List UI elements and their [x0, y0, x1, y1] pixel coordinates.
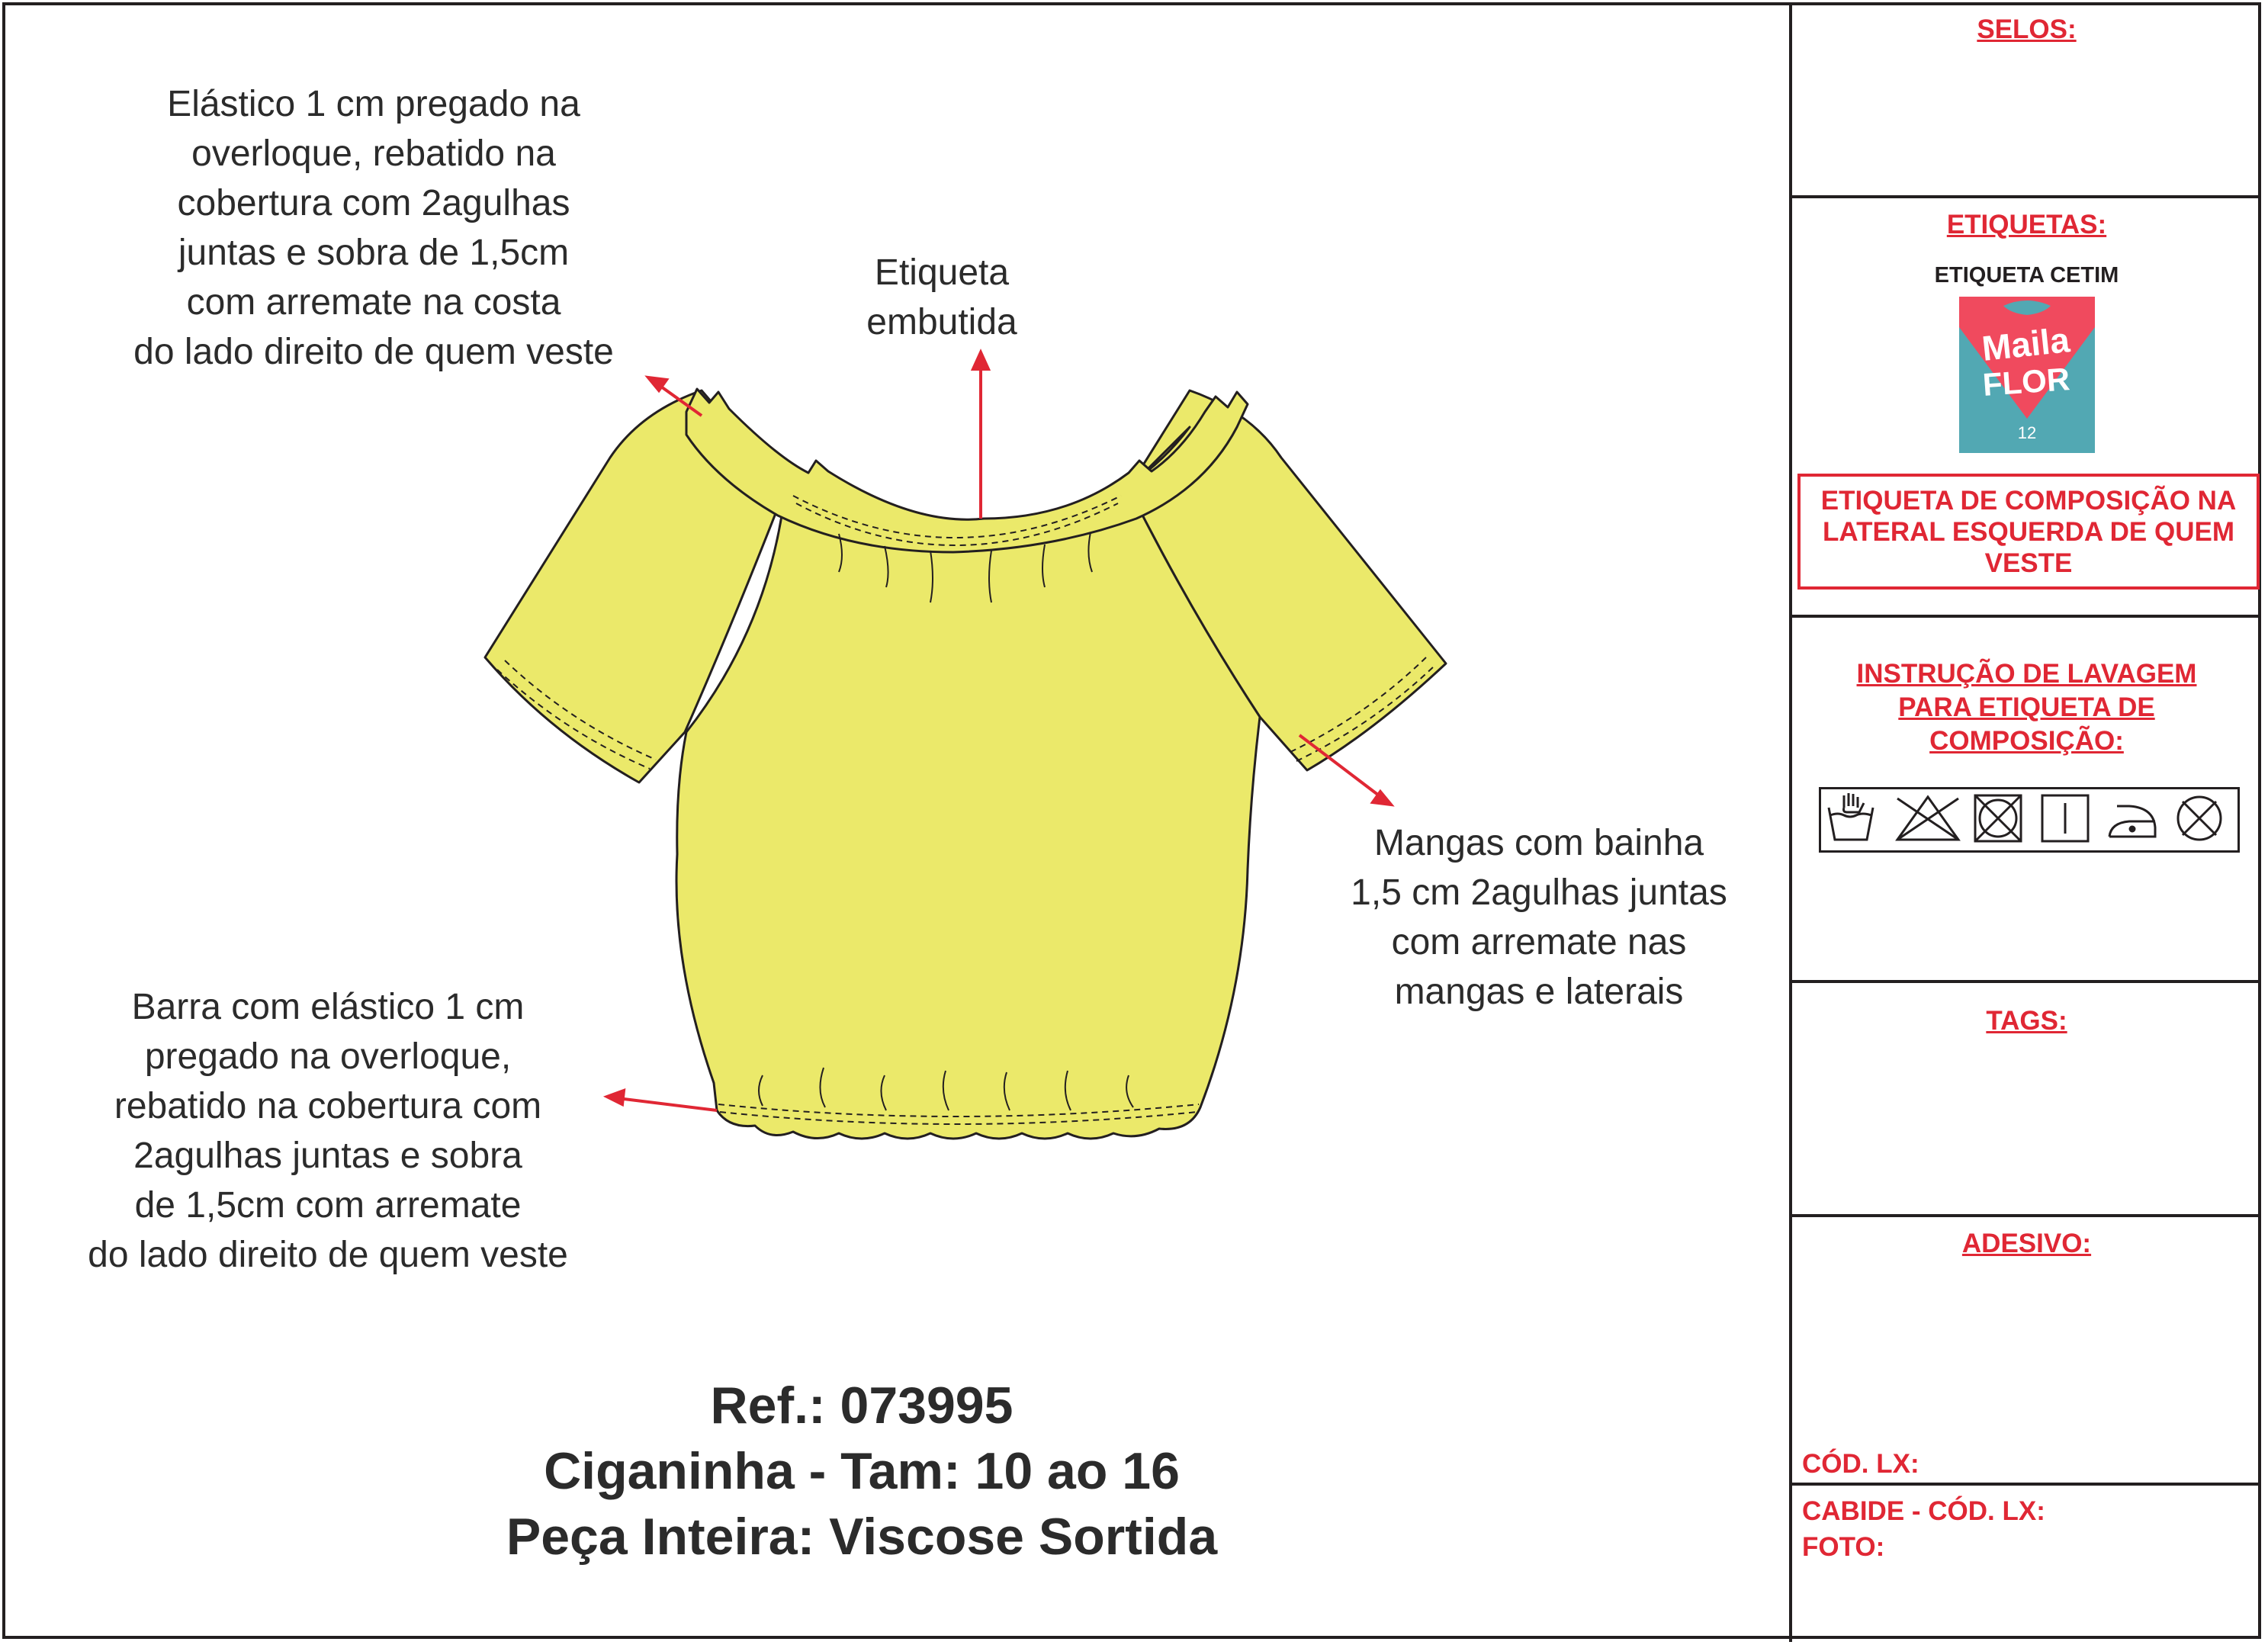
- brand-logo-word2: FLOR: [1981, 361, 2071, 403]
- hand-wash-icon: [1829, 793, 1873, 840]
- wash-symbols: [1821, 789, 2237, 850]
- iron-low-icon: [2109, 806, 2155, 837]
- sleeve-hem-note: Mangas com bainha 1,5 cm 2agulhas juntas com arremate nas mangas e laterais: [1351, 823, 1727, 1012]
- sticker-title: ADESIVO:: [1961, 1229, 2092, 1258]
- no-tumble-dry-icon: [1975, 795, 2021, 841]
- hem-elastic-note: Barra com elástico 1 cm pregado na overloque, rebatido na cobertura com 2agulhas juntas e sobra de 1,5cm com arremate do lado direito de quem veste: [88, 987, 568, 1275]
- panel-separator-2: [1789, 615, 2261, 618]
- composition-note: [1797, 474, 2260, 590]
- label-note: Etiqueta embutida: [866, 252, 1017, 342]
- tags-title: TAGS:: [1986, 1006, 2067, 1036]
- panel-separator-4: [1789, 1214, 2261, 1217]
- hanger-cod-label: CABIDE - CÓD. LX:: [1802, 1496, 2045, 1526]
- cod-lx-label: CÓD. LX:: [1802, 1449, 1919, 1479]
- wash-instructions-title: INSTRUÇÃO DE LAVAGEM PARA ETIQUETA DE COMPOSIÇÃO:: [1856, 659, 2197, 756]
- brand-label-logo: [1959, 297, 2095, 453]
- neck-elastic-note: Elástico 1 cm pregado na overloque, rebatido na cobertura com 2agulhas juntas e sobra de 1,5cm com arremate na costa do lado direito de quem veste: [133, 84, 614, 372]
- brand-logo-word1: Maila: [1980, 320, 2072, 368]
- composition-note-text: ETIQUETA DE COMPOSIÇÃO NA LATERAL ESQUERDA DE QUEM VESTE: [1820, 485, 2237, 578]
- satin-label-title: ETIQUETA CETIM: [1934, 263, 2119, 288]
- wash-symbols-box: [1819, 787, 2240, 853]
- panel-separator-5: [1789, 1483, 2261, 1486]
- panel-separator-3: [1789, 980, 2261, 983]
- product-fabric: Peça Inteira: Viscose Sortida: [506, 1508, 1218, 1566]
- photo-label: FOTO:: [1802, 1532, 1885, 1562]
- product-model: Ciganinha - Tam: 10 ao 16: [544, 1442, 1180, 1500]
- seals-title: SELOS:: [1977, 14, 2077, 44]
- brand-label-size: 12: [2017, 423, 2037, 442]
- no-dry-clean-icon: [2178, 797, 2221, 840]
- no-bleach-icon: [1897, 797, 1958, 840]
- panel-separator-1: [1789, 195, 2261, 198]
- product-ref: Ref.: 073995: [710, 1377, 1014, 1435]
- labels-title: ETIQUETAS:: [1946, 210, 2107, 239]
- product-info: [480, 1373, 1243, 1569]
- line-dry-icon: [2042, 795, 2088, 841]
- panel-divider: [1789, 2, 1792, 1642]
